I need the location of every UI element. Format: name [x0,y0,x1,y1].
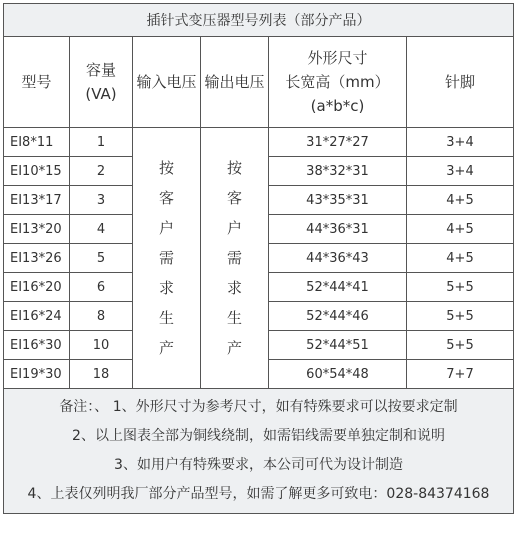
cell-pins: 3+4 [407,128,514,157]
header-model: 型号 [4,37,70,128]
cell-capacity: 3 [70,186,133,215]
table-title: 插针式变压器型号列表（部分产品） [4,4,514,37]
cell-dimension: 44*36*31 [269,215,407,244]
input-voltage-text: 按客户需求生产 [158,159,174,357]
cell-pins: 3+4 [407,157,514,186]
note-line-4: 4、上表仅列明我厂部分产品型号，如需了解更多可致电：028-84374168 [27,486,490,502]
cell-model: EI13*20 [4,215,70,244]
cell-pins: 5+5 [407,273,514,302]
note-line-2: 2、以上图表全部为铜线绕制，如需铝线需要单独定制和说明 [72,428,445,444]
cell-dimension: 38*32*31 [269,157,407,186]
note-line-1: 备注：、 1、外形尺寸为参考尺寸，如有特殊要求可以按要求定制 [59,399,458,415]
cell-model: EI13*17 [4,186,70,215]
cell-model: EI19*30 [4,360,70,389]
cell-dimension: 31*27*27 [269,128,407,157]
cell-dimension: 43*35*31 [269,186,407,215]
cell-capacity: 18 [70,360,133,389]
output-voltage-merged [201,128,269,389]
cell-dimension: 52*44*46 [269,302,407,331]
title-row [4,4,514,37]
cell-capacity: 10 [70,331,133,360]
header-row [4,37,514,128]
header-dimension-line3: (a*b*c) [310,97,365,115]
cell-pins: 5+5 [407,302,514,331]
header-pins: 针脚 [407,37,514,128]
cell-capacity: 1 [70,128,133,157]
note-line-3: 3、如用户有特殊要求，本公司可代为设计制造 [114,457,403,473]
cell-model: EI8*11 [4,128,70,157]
header-dimension-line1: 外形尺寸 [307,49,368,67]
cell-model: EI16*30 [4,331,70,360]
cell-pins: 5+5 [407,331,514,360]
cell-model: EI16*20 [4,273,70,302]
cell-capacity: 4 [70,215,133,244]
notes-section [4,389,514,514]
transformer-spec-table [3,3,514,514]
cell-pins: 7+7 [407,360,514,389]
cell-dimension: 52*44*41 [269,273,407,302]
cell-dimension: 60*54*48 [269,360,407,389]
cell-pins: 4+5 [407,186,514,215]
cell-capacity: 5 [70,244,133,273]
header-output-voltage: 输出电压 [201,37,269,128]
cell-capacity: 8 [70,302,133,331]
cell-model: EI13*26 [4,244,70,273]
cell-pins: 4+5 [407,244,514,273]
cell-capacity: 2 [70,157,133,186]
header-input-voltage: 输入电压 [133,37,201,128]
header-capacity [70,37,133,128]
cell-dimension: 52*44*51 [269,331,407,360]
notes-row [4,389,514,514]
header-dimension-line2: 长宽高（mm） [285,73,390,91]
cell-pins: 4+5 [407,215,514,244]
input-voltage-merged [133,128,201,389]
header-capacity-line2: (VA) [85,85,117,103]
cell-dimension: 44*36*43 [269,244,407,273]
cell-capacity: 6 [70,273,133,302]
cell-model: EI16*24 [4,302,70,331]
cell-model: EI10*15 [4,157,70,186]
header-capacity-line1: 容量 [85,61,116,79]
output-voltage-text: 按客户需求生产 [226,159,242,357]
table-row [4,128,514,157]
header-dimension [269,37,407,128]
